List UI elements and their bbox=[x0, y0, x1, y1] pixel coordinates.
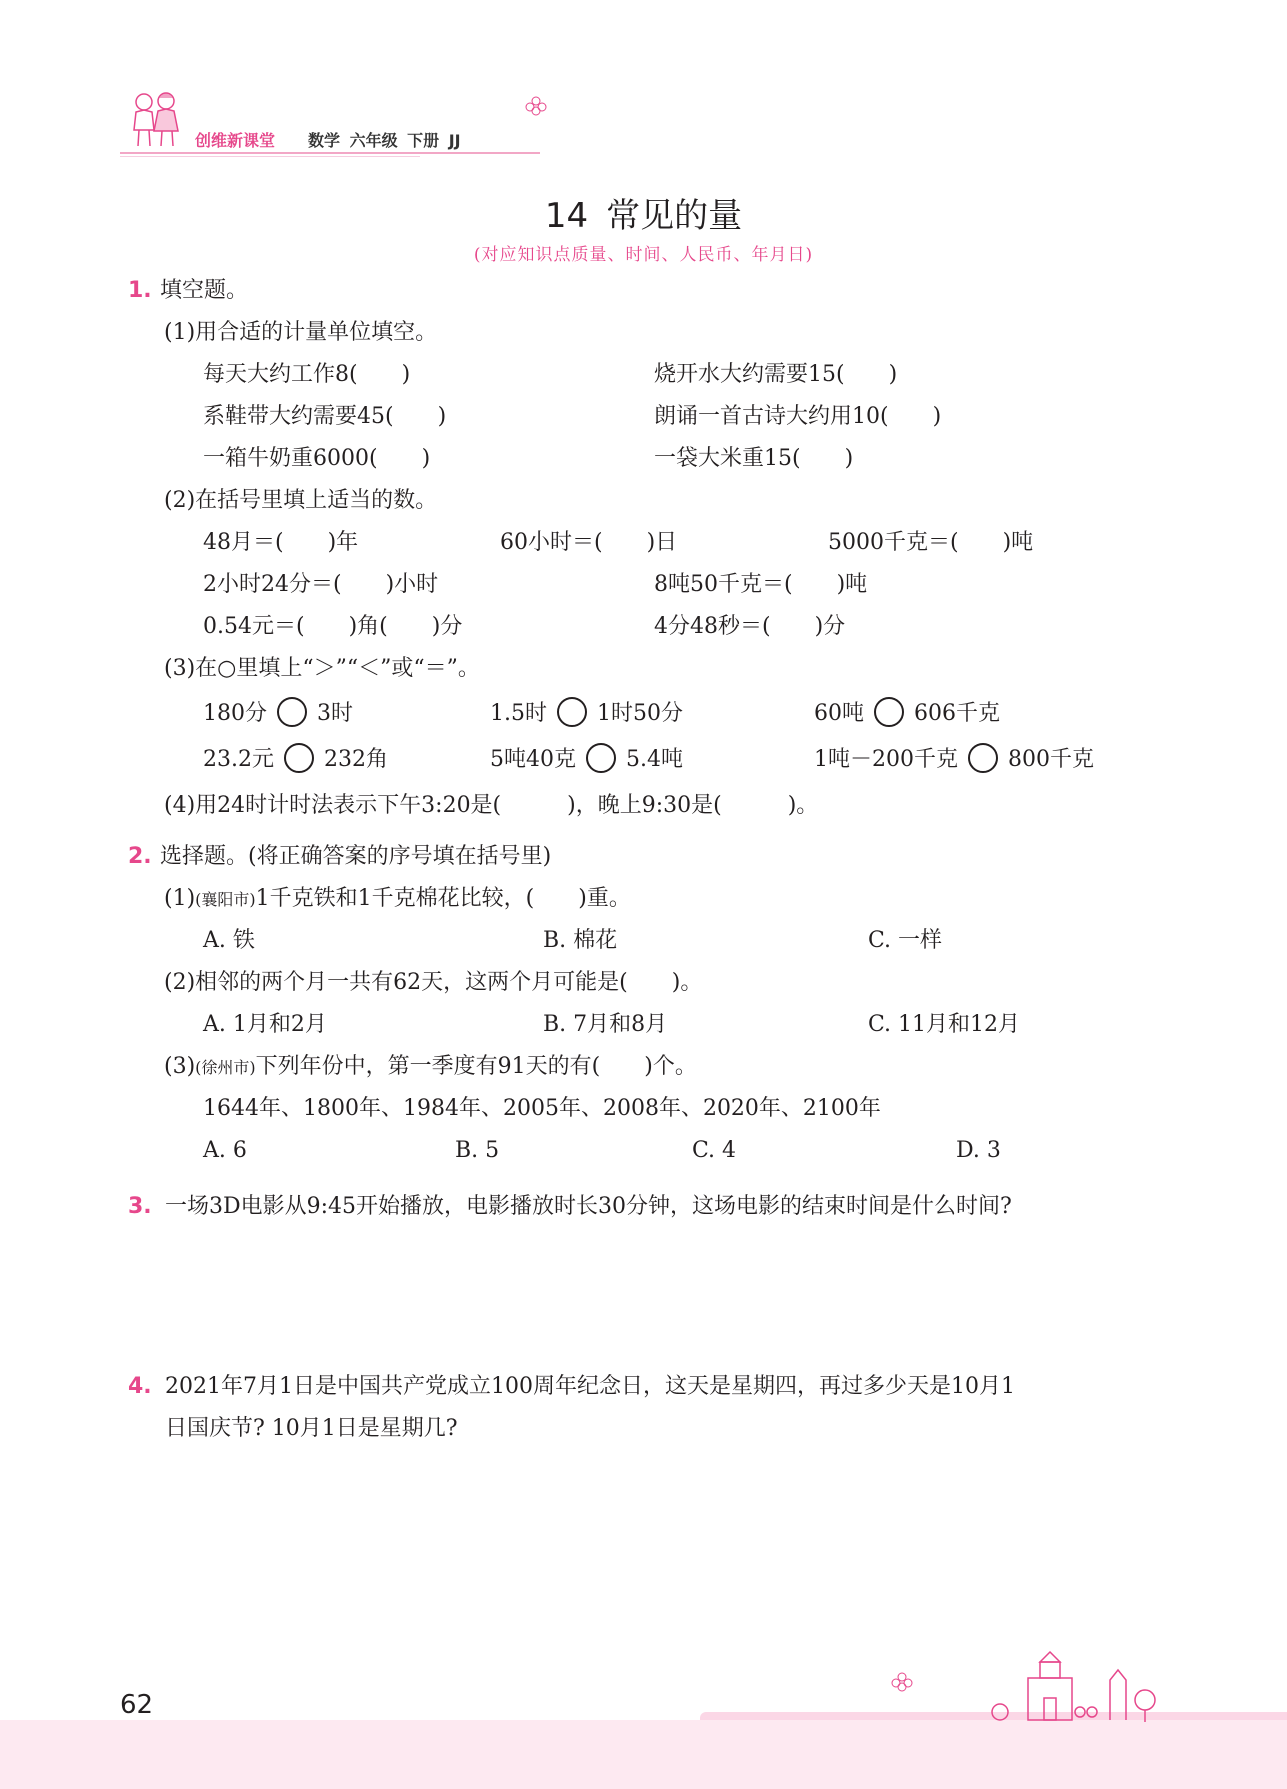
q2-part1-text: 1千克铁和1千克棉花比较，( )重。 bbox=[255, 886, 631, 911]
compare-item bbox=[814, 699, 1000, 729]
option-a: A. 6 bbox=[203, 1138, 247, 1163]
q2-part1-prefix: (1) bbox=[164, 886, 196, 911]
castle-illustration-icon bbox=[940, 1650, 1170, 1725]
flower-icon bbox=[525, 96, 547, 116]
brand-name: 创维新课堂 bbox=[195, 131, 276, 150]
answer-circle[interactable] bbox=[284, 743, 314, 773]
page-number: 62 bbox=[120, 1690, 154, 1720]
option-b: B. 5 bbox=[455, 1138, 500, 1163]
q2-part2: (2)相邻的两个月一共有62天，这两个月可能是( )。 bbox=[164, 970, 703, 995]
compare-left: 1.5时 bbox=[490, 701, 547, 726]
compare-left: 23.2元 bbox=[203, 747, 274, 772]
question-2-heading: 选择题。(将正确答案的序号填在括号里) bbox=[160, 844, 552, 869]
q2-years-list: 1644年、1800年、1984年、2005年、2008年、2020年、2100年 bbox=[203, 1096, 881, 1121]
compare-right: 606千克 bbox=[914, 701, 1000, 726]
q2-part3-prefix: (3) bbox=[164, 1054, 196, 1079]
question-4-number: 4. bbox=[128, 1374, 152, 1399]
book-info: 数学 六年级 下册 JJ bbox=[308, 131, 461, 150]
q1-part2-item: 5000千克＝( )吨 bbox=[828, 530, 1034, 555]
q1-part2-item: 2小时24分＝( )小时 bbox=[203, 572, 439, 597]
q1-part2-item: 4分48秒＝( )分 bbox=[654, 614, 846, 639]
compare-right: 232角 bbox=[324, 747, 388, 772]
answer-circle[interactable] bbox=[277, 697, 307, 727]
q1-part1-item: 一箱牛奶重6000( ) bbox=[203, 446, 431, 471]
compare-item bbox=[490, 745, 683, 775]
q1-part3-prompt: (3)在○里填上“＞”“＜”或“＝”。 bbox=[164, 656, 480, 681]
question-1-heading: 填空题。 bbox=[160, 278, 249, 303]
section-title-text: 常见的量 bbox=[606, 196, 743, 236]
header-divider bbox=[120, 152, 540, 154]
compare-right: 800千克 bbox=[1008, 747, 1094, 772]
compare-item bbox=[490, 699, 683, 729]
flower-icon bbox=[890, 1672, 914, 1692]
q2-part3-text: 下列年份中，第一季度有91天的有( )个。 bbox=[255, 1054, 697, 1079]
option-b: B. 棉花 bbox=[543, 928, 618, 953]
page-header bbox=[120, 80, 540, 160]
option-b: B. 7月和8月 bbox=[543, 1012, 668, 1037]
footer-band bbox=[0, 1720, 1287, 1789]
header-divider-thin bbox=[120, 156, 420, 157]
option-c: C. 一样 bbox=[868, 928, 943, 953]
q1-part1-item: 朗诵一首古诗大约用10( ) bbox=[654, 404, 942, 429]
answer-circle[interactable] bbox=[586, 743, 616, 773]
q1-part1-item: 一袋大米重15( ) bbox=[654, 446, 854, 471]
question-4-line1: 2021年7月1日是中国共产党成立100周年纪念日，这天是星期四，再过多少天是10月1 bbox=[165, 1374, 1015, 1399]
q1-part1-item: 烧开水大约需要15( ) bbox=[654, 362, 898, 387]
compare-left: 60吨 bbox=[814, 701, 864, 726]
compare-item bbox=[203, 745, 388, 775]
q1-part2-item: 8吨50千克＝( )吨 bbox=[654, 572, 868, 597]
answer-circle[interactable] bbox=[557, 697, 587, 727]
section-subtitle: (对应知识点质量、时间、人民币、年月日) bbox=[473, 245, 814, 265]
answer-circle[interactable] bbox=[874, 697, 904, 727]
compare-left: 5吨40克 bbox=[490, 747, 576, 772]
compare-right: 1时50分 bbox=[597, 701, 683, 726]
q1-part1-item: 每天大约工作8( ) bbox=[203, 362, 411, 387]
option-a: A. 1月和2月 bbox=[203, 1012, 327, 1037]
q1-part1-item: 系鞋带大约需要45( ) bbox=[203, 404, 447, 429]
compare-item bbox=[814, 745, 1094, 775]
section-number: 14 bbox=[544, 196, 589, 236]
question-4-line2: 日国庆节? 10月1日是星期几? bbox=[165, 1416, 458, 1441]
q1-part2-item: 60小时＝( )日 bbox=[500, 530, 678, 555]
q1-part1-prompt: (1)用合适的计量单位填空。 bbox=[164, 320, 438, 345]
option-c: C. 4 bbox=[692, 1138, 737, 1163]
q2-part3 bbox=[164, 1052, 697, 1083]
question-1-number: 1. bbox=[128, 278, 152, 303]
q1-part2-item: 0.54元＝( )角( )分 bbox=[203, 614, 463, 639]
compare-right: 3时 bbox=[317, 701, 353, 726]
q1-part2-prompt: (2)在括号里填上适当的数。 bbox=[164, 488, 438, 513]
q1-part4: (4)用24时计时法表示下午3:20是( )，晚上9:30是( )。 bbox=[164, 793, 819, 818]
compare-left: 1吨－200千克 bbox=[814, 747, 958, 772]
source-tag: (徐州市) bbox=[195, 1058, 256, 1077]
question-3-number: 3. bbox=[128, 1194, 152, 1219]
q2-part1 bbox=[164, 884, 631, 915]
option-c: C. 11月和12月 bbox=[868, 1012, 1021, 1037]
q1-part2-item: 48月＝( )年 bbox=[203, 530, 359, 555]
kids-illustration-icon bbox=[126, 88, 186, 150]
question-3-text: 一场3D电影从9:45开始播放，电影播放时长30分钟，这场电影的结束时间是什么时间? bbox=[165, 1194, 1012, 1219]
source-tag: (襄阳市) bbox=[195, 890, 256, 909]
compare-right: 5.4吨 bbox=[626, 747, 683, 772]
answer-circle[interactable] bbox=[968, 743, 998, 773]
option-d: D. 3 bbox=[956, 1138, 1001, 1163]
section-title bbox=[0, 188, 1287, 237]
option-a: A. 铁 bbox=[203, 928, 255, 953]
compare-item bbox=[203, 699, 353, 729]
question-2-number: 2. bbox=[128, 844, 152, 869]
compare-left: 180分 bbox=[203, 701, 267, 726]
